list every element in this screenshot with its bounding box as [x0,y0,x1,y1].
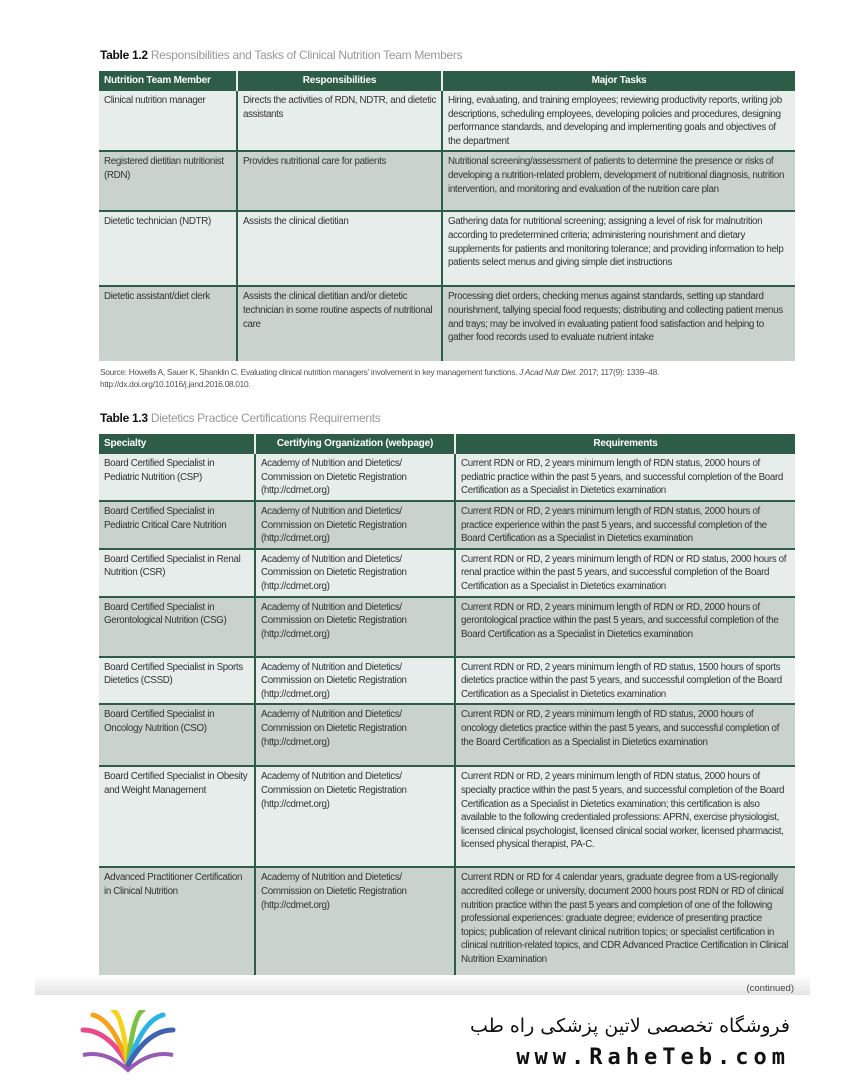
table-cell: Current RDN or RD for 4 calendar years, graduate degree from a US-regionally accredited college or university, document 2000 hours post RDN or RD of clinical nutrition practice within the past 5 years and completion of one of the following professional experiences: graduate degree; evidence of presenting practice topics; publication of relevant clinical nutrition topics; or specialist certification in clinical nutrition-related topics, and CDR Advanced Practice Certification in Clinical Nutrition Examination [455,867,795,984]
table-cell: Current RDN or RD, 2 years minimum length of RDN or RD, 2000 hours of gerontological practice within the past 5 years, and successful completion of the Board Certification as a Specialist in Dietetics examination [455,597,795,657]
table-row [99,286,795,361]
website-link[interactable]: www.RaheTeb.com [516,1045,790,1070]
book-logo-icon [78,1010,178,1075]
table-label: Table 1.2 [100,48,148,62]
table-1-3-title [100,411,380,425]
column-header: Specialty [99,434,255,453]
table-cell: Academy of Nutrition and Dietetics/ Commission on Dietetic Registration (http://cdrnet.org) [255,657,455,705]
table-cell: Academy of Nutrition and Dietetics/ Commission on Dietetic Registration (http://cdrnet.org) [255,501,455,549]
table-cell: Academy of Nutrition and Dietetics/ Commission on Dietetic Registration (http://cdrnet.org) [255,704,455,766]
column-header: Responsibilities [237,71,442,90]
table-row [99,704,795,766]
table-cell: Registered dietitian nutritionist (RDN) [99,151,237,211]
store-name-persian: فروشگاه تخصصی لاتین پزشکی راه طب [470,1015,790,1037]
table-cell: Gathering data for nutritional screening; assigning a level of risk for malnutrition according to predetermined criteria; administering nourishment and dietary supplements for patients and monitoring tolerance; and providing information to help patients select menus and giving simple diet instructions [442,211,795,286]
column-header: Requirements [455,434,795,453]
table-cell: Board Certified Specialist in Pediatric Critical Care Nutrition [99,501,255,549]
table-1-3 [99,434,795,984]
table-cell: Current RDN or RD, 2 years minimum length of RDN status, 2000 hours of practice experience within the past 5 years, and successful completion of the Board Certification as a Specialist in Dietetics examination [455,501,795,549]
table-row [99,766,795,867]
table-row [99,549,795,597]
table-row [99,501,795,549]
continued-note: (continued) [746,983,794,994]
table-cell: Current RDN or RD, 2 years minimum length of RDN status, 2000 hours of pediatric practice within the past 5 years, and successful completion of the Board Certification as a Specialist in Dietetics examination [455,453,795,501]
table-cell: Current RDN or RD, 2 years minimum length of RDN or RD status, 2000 hours of renal practice within the past 5 years, and successful completion of the Board Certification as a Specialist in Dietetics examination [455,549,795,597]
table-cell: Academy of Nutrition and Dietetics/ Commission on Dietetic Registration (http://cdrnet.org) [255,766,455,867]
table-cell: Processing diet orders, checking menus against standards, setting up standard nourishment, tallying special food requests; distributing and collecting patient menus and trays; may be involved in evaluating patient food satisfaction and helping to gather food records used to evaluate nutrient intake [442,286,795,361]
table-row [99,867,795,984]
table-cell: Current RDN or RD, 2 years minimum length of RDN status, 2000 hours of specialty practice within the past 5 years, and successful completion of the Board Certification as a Specialist in Dietetics examination; this certification is also available to the following credentialed professions: APRN, exercise physiologist, licensed clinical psychologist, licensed clinical social worker, licensed pharmacist, licensed physical therapist, PA-C. [455,766,795,867]
column-header: Certifying Organization (webpage) [255,434,455,453]
footer-banner [0,995,844,1080]
table-1-2-title [100,48,462,62]
table-row [99,597,795,657]
table-1-2 [99,71,795,361]
table-cell: Assists the clinical dietitian [237,211,442,286]
table-cell: Clinical nutrition manager [99,90,237,151]
table-cell: Nutritional screening/assessment of patients to determine the presence or risks of developing a nutrition-related problem, development of nutritional diagnosis, nutrition intervention, and monitoring and evaluation of the nutrition care plan [442,151,795,211]
table-caption: Dietetics Practice Certifications Requirements [150,411,381,425]
table-cell: Board Certified Specialist in Gerontological Nutrition (CSG) [99,597,255,657]
table-row [99,211,795,286]
table-cell: Academy of Nutrition and Dietetics/ Commission on Dietetic Registration (http://cdrnet.org) [255,867,455,984]
table-cell: Dietetic assistant/diet clerk [99,286,237,361]
table-row [99,657,795,705]
source-note: Source: Howells A, Sauer K, Shanklin C. Evaluating clinical nutrition managers' involvement in key management functions. J Acad Nutr Diet. 2017; 117(9): 1339–48. http://dx.doi.org/10.1016/j.jand.2016.08.010. [100,367,659,389]
table-row [99,151,795,211]
table-cell: Board Certified Specialist in Renal Nutrition (CSR) [99,549,255,597]
column-header: Nutrition Team Member [99,71,237,90]
table-cell: Academy of Nutrition and Dietetics/ Commission on Dietetic Registration (http://cdrnet.org) [255,597,455,657]
table-caption: Responsibilities and Tasks of Clinical Nutrition Team Members [150,48,463,62]
table-row [99,453,795,501]
table-cell: Current RDN or RD, 2 years minimum length of RD status, 1500 hours of sports dietetics practice within the past 5 years, and successful completion of the Board Certification as a Specialist in Dietetics examination [455,657,795,705]
table-cell: Academy of Nutrition and Dietetics/ Commission on Dietetic Registration (http://cdrnet.org) [255,453,455,501]
table-cell: Assists the clinical dietitian and/or dietetic technician in some routine aspects of nutritional care [237,286,442,361]
table-cell: Hiring, evaluating, and training employees; reviewing productivity reports, writing job descriptions, scheduling employees, developing policies and procedures, designing performance standards, and developing and implementing goals and objectives of the department [442,90,795,151]
table-cell: Dietetic technician (NDTR) [99,211,237,286]
column-header: Major Tasks [442,71,795,90]
table-label: Table 1.3 [100,411,148,425]
table-cell: Advanced Practitioner Certification in Clinical Nutrition [99,867,255,984]
table-cell: Provides nutritional care for patients [237,151,442,211]
table-cell: Board Certified Specialist in Pediatric Nutrition (CSP) [99,453,255,501]
table-cell: Current RDN or RD, 2 years minimum length of RD status, 2000 hours of oncology dietetics practice within the past 5 years, and successful completion of the Board Certification as a Specialist in Dietetics examination [455,704,795,766]
table-cell: Board Certified Specialist in Sports Dietetics (CSSD) [99,657,255,705]
table-cell: Academy of Nutrition and Dietetics/ Commission on Dietetic Registration (http://cdrnet.org) [255,549,455,597]
table-cell: Board Certified Specialist in Oncology Nutrition (CSO) [99,704,255,766]
table-row [99,90,795,151]
table-cell: Board Certified Specialist in Obesity and Weight Management [99,766,255,867]
table-cell: Directs the activities of RDN, NDTR, and dietetic assistants [237,90,442,151]
page-shadow [35,975,810,995]
